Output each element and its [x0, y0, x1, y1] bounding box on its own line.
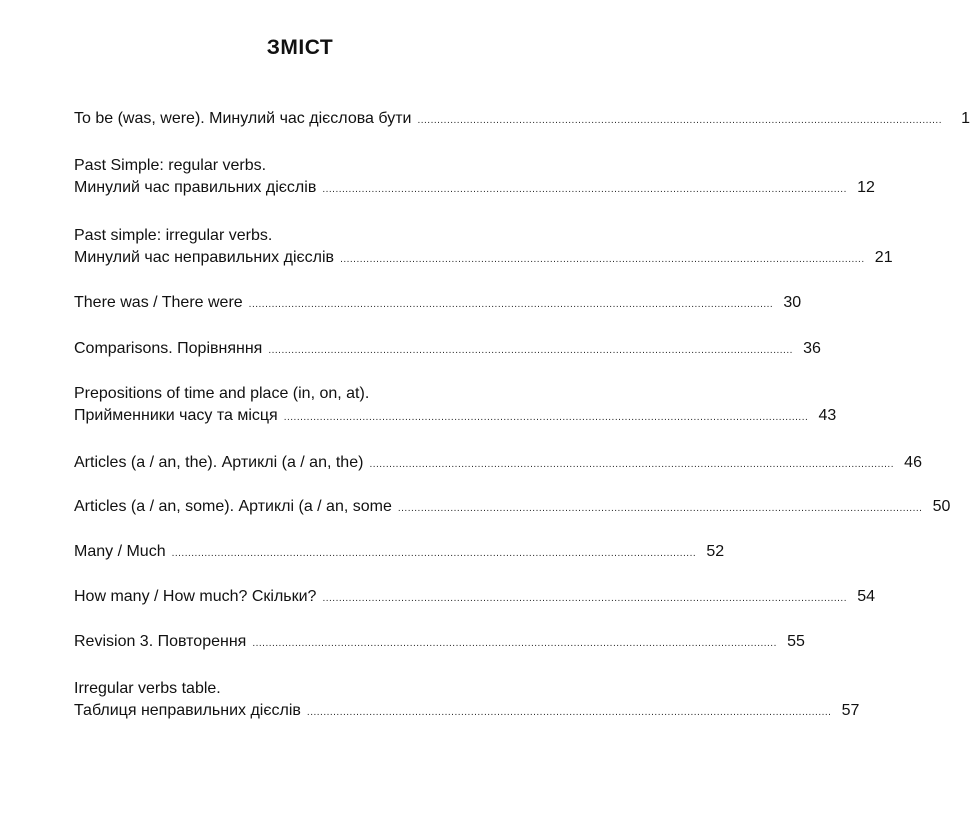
toc-entry [74, 496, 951, 518]
toc-entry [74, 631, 805, 653]
page-number: 43 [818, 407, 837, 424]
toc-entry [74, 586, 875, 608]
entry-label-line1: Irregular verbs table. [74, 680, 221, 697]
entry-label-line1: Prepositions of time and place (in, on, at). [74, 385, 370, 402]
dot-leader: ................................................................................................................................................................ [283, 412, 809, 423]
entry-label: There was / There were [74, 294, 243, 311]
page-number: 46 [904, 454, 922, 471]
entry-label: Revision 3. Повторення [74, 633, 247, 650]
page-number: 30 [783, 294, 802, 311]
dot-leader: ................................................................................................................................................................ [417, 115, 942, 126]
page-number: 21 [874, 249, 893, 266]
page-number: 55 [787, 633, 805, 650]
entry-label: Прийменники часу та місця [74, 407, 278, 424]
toc-entry [74, 541, 725, 563]
toc-entry [74, 292, 802, 314]
dot-leader: ................................................................................................................................................................ [397, 503, 923, 514]
dot-leader: ................................................................................................................................................................ [322, 593, 847, 604]
entry-label: Минулий час неправильних дієслів [74, 249, 335, 266]
entry-label: Таблиця неправильних дієслів [74, 702, 301, 719]
dot-leader: ................................................................................................................................................................ [369, 459, 894, 470]
page-number: 1 [961, 110, 970, 127]
page-number: 36 [803, 340, 821, 357]
toc-entry [74, 678, 860, 722]
toc-entry [74, 383, 837, 427]
dot-leader: ................................................................................................................................................................ [268, 345, 793, 356]
page-number: 52 [706, 543, 725, 560]
page-number: 12 [857, 179, 875, 196]
dot-leader: ................................................................................................................................................................ [171, 548, 697, 559]
toc-entry [74, 225, 893, 269]
entry-label: Минулий час правильних дієслів [74, 179, 317, 196]
page-number: 50 [932, 498, 951, 515]
dot-leader: ................................................................................................................................................................ [340, 254, 865, 265]
dot-leader: ................................................................................................................................................................ [306, 707, 832, 718]
page-title: ЗМІСТ [266, 36, 334, 59]
dot-leader: ................................................................................................................................................................ [248, 299, 774, 310]
entry-label: Articles (a / an, the). Артиклі (a / an, the) [74, 454, 364, 471]
entry-label-line1: Past Simple: regular verbs. [74, 157, 267, 174]
page-number: 57 [841, 702, 860, 719]
dot-leader: ................................................................................................................................................................ [322, 184, 847, 195]
page-number: 54 [857, 588, 875, 605]
toc-entry [74, 452, 922, 474]
entry-label-line1: Past simple: irregular verbs. [74, 227, 273, 244]
dot-leader: ................................................................................................................................................................ [252, 638, 777, 649]
toc-entry [74, 108, 970, 130]
entry-label: Many / Much [74, 543, 166, 560]
entry-label: Comparisons. Порівняння [74, 340, 263, 357]
entry-label: How many / How much? Скільки? [74, 588, 317, 605]
toc-entry [74, 338, 821, 360]
toc-entry [74, 155, 875, 199]
entry-label: Articles (a / an, some). Артиклі (a / an, some [74, 498, 392, 515]
entry-label: To be (was, were). Минулий час дієслова бути [74, 110, 412, 127]
